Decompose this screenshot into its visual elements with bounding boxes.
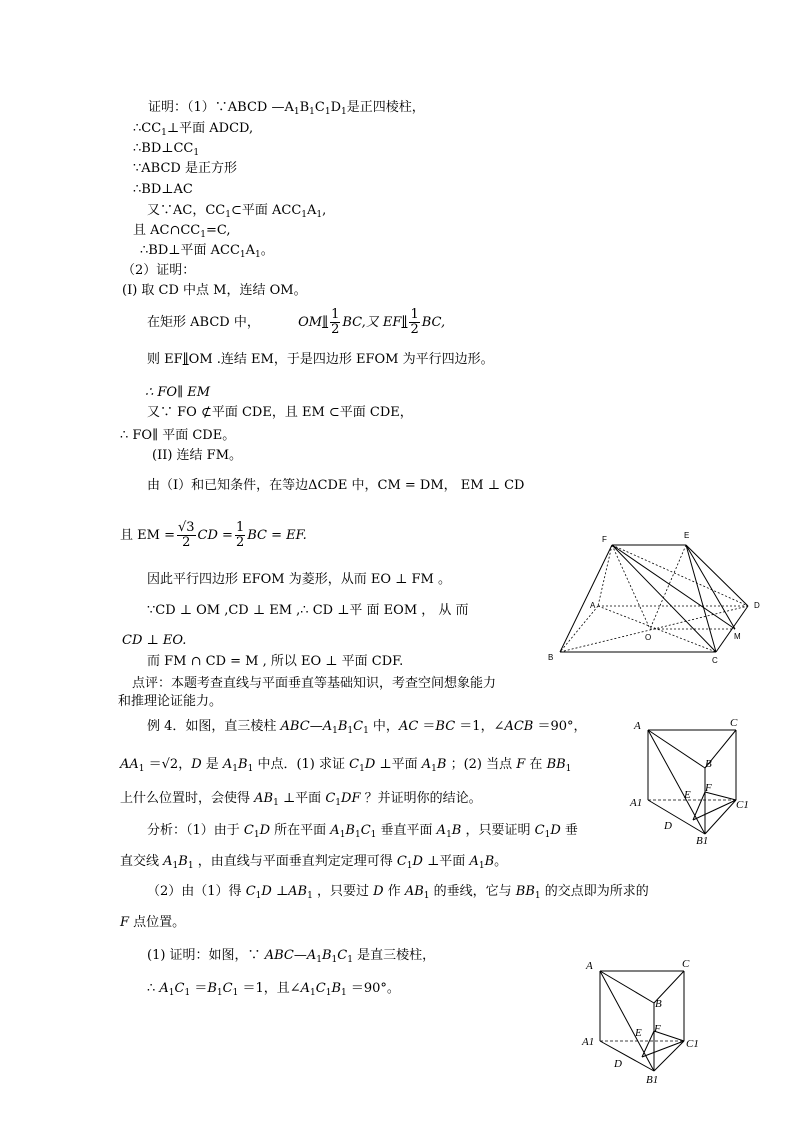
proof-line: 又∵AC，$CC_1\subset$平面 $ACC_1A_1$, — [147, 203, 327, 220]
label-M: M — [734, 632, 741, 641]
fraction-half: $\frac{1}{2}$ — [410, 307, 419, 337]
figure-prism-2 — [580, 953, 710, 1093]
proof-line: ∴ FO∥ EM — [145, 385, 211, 400]
comment-line: 和推理论证能力。 — [118, 694, 223, 709]
example-line: $AA_1 =√2$，D 是 $A_1B_1$ 中点．(1) 求证 $C_1D$ ⊥平面 $A_1B$ ；(2) 当点 F 在 $BB_1$ — [120, 757, 572, 774]
label-D: D — [754, 601, 760, 610]
label-E: E — [684, 789, 691, 801]
proof-line: (II) 连结 FM。 — [152, 448, 243, 463]
proof-line: (I) 取 CD 中点 M，连结 OM。 — [122, 283, 307, 298]
proof-line: 证明：（1）∵ABCD $—A_1B_1C_1D_1$是正四棱柱， — [148, 100, 425, 117]
label-C: C — [712, 656, 718, 665]
label-F: F — [654, 1023, 661, 1035]
proof-line: ∴ FO∥ 平面 CDE。 — [120, 428, 236, 443]
proof-line: (1) 证明：如图，∵ $ABC—A_1B_1C_1$ 是直三棱柱， — [147, 948, 436, 965]
proof-line: ∴ $A_1C_1 =B_1C_1 =1$，且$\angle A_1C_1B_1 =90^\circ$。 — [147, 981, 400, 998]
label-D: D — [664, 820, 672, 832]
label-A: A — [634, 720, 641, 732]
label-B1: B1 — [696, 835, 709, 847]
label-C1: C1 — [686, 1038, 699, 1050]
proof-line: ∴BD⊥平面 $ACC_1A_1$。 — [140, 243, 274, 260]
analysis-line: （2）由（1）得 $C_1D$ $\perp AB_1$ ，只要过 D 作 $AB_1$ 的垂线，它与 $BB_1$ 的交点即为所求的 — [147, 884, 649, 901]
proof-line: 在矩形 ABCD 中， OM∥ $\frac{1}{2}$ BC,又 EF∥ $\frac{1}{2}$ BC, — [147, 307, 446, 337]
label-C: C — [730, 717, 738, 729]
fraction-half: $\frac{1}{2}$ — [331, 307, 340, 337]
label-B1: B1 — [646, 1074, 659, 1086]
proof-line: $\therefore BD\perp CC_1$ — [133, 141, 200, 158]
analysis-line: 分析：（1）由于 $C_1D$ 所在平面 $A_1B_1C_1$ 垂直平面 $A_1B$ ，只要证明 $C_1D$ 垂 — [147, 823, 578, 840]
label-B: B — [548, 653, 554, 662]
fraction-sqrt3-half: $\frac{√3}{2}$ — [177, 520, 195, 550]
label-E: E — [684, 531, 690, 540]
figure-solid-efabcd — [540, 528, 770, 668]
proof-line: $\therefore CC_1\perp$平面 ADCD, — [133, 121, 254, 138]
fraction-half: $\frac{1}{2}$ — [235, 520, 245, 550]
proof-line: 且 EM = $\frac{√3}{2}$ CD = $\frac{1}{2}$ BC = EF. — [120, 520, 307, 550]
example-line: 例 4．如图，直三棱柱 $ABC—A_1B_1C_1$ 中，AC ＝BC ＝1，∠ACB ＝90°， — [147, 719, 587, 736]
label-C1: C1 — [736, 799, 749, 811]
proof-line: 且 $AC\cap CC_1=C$, — [133, 223, 231, 240]
proof-line: 而 FM ∩ CD = M , 所以 EO ⊥ 平面 CDF. — [147, 654, 404, 669]
analysis-line: F 点位置。 — [120, 915, 186, 930]
label-A1: A1 — [630, 797, 643, 809]
label-A: A — [586, 960, 593, 972]
proof-line: 则 EF∥OM .连结 EM，于是四边形 EFOM 为平行四边形。 — [147, 352, 494, 367]
figure-prism-1 — [628, 712, 756, 852]
proof-line: ∵ABCD 是正方形 — [133, 161, 237, 176]
label-A1: A1 — [582, 1036, 595, 1048]
label-F: F — [705, 782, 712, 794]
example-line: 上什么位置时，会使得 $AB_1$ ⊥平面 $C_1DF$ ？并证明你的结论。 — [120, 791, 482, 808]
label-B: B — [705, 758, 712, 770]
proof-line: 由（I）和已知条件，在等边ΔCDE 中，CM = DM， EM ⊥ CD — [147, 478, 525, 493]
analysis-line: 直交线 $A_1B_1$ ，由直线与平面垂直判定定理可得 $C_1D$ ⊥平面 $A_1B$。 — [120, 854, 508, 871]
label-E: E — [635, 1027, 642, 1039]
proof-line: 因此平行四边形 EFOM 为菱形，从而 EO ⊥ FM 。 — [147, 572, 451, 587]
proof-line: 又∵ FO ⊄平面 CDE，且 EM ⊂平面 CDE， — [147, 405, 413, 420]
label-F: F — [602, 535, 607, 544]
label-C: C — [682, 958, 690, 970]
comment-line: 点评：本题考查直线与平面垂直等基础知识，考查空间想象能力 — [132, 676, 497, 691]
label-A: A — [590, 601, 596, 610]
proof-line: CD ⊥ EO. — [122, 633, 187, 648]
proof-line: ∴BD⊥AC — [133, 182, 193, 197]
label-O: O — [645, 633, 652, 642]
proof-line: （2）证明： — [122, 263, 196, 278]
proof-line: ∵CD ⊥ OM ,CD ⊥ EM ,∴ CD ⊥平 面 EOM ， 从 而 — [147, 603, 469, 618]
label-B: B — [655, 998, 662, 1010]
label-D: D — [614, 1058, 622, 1070]
